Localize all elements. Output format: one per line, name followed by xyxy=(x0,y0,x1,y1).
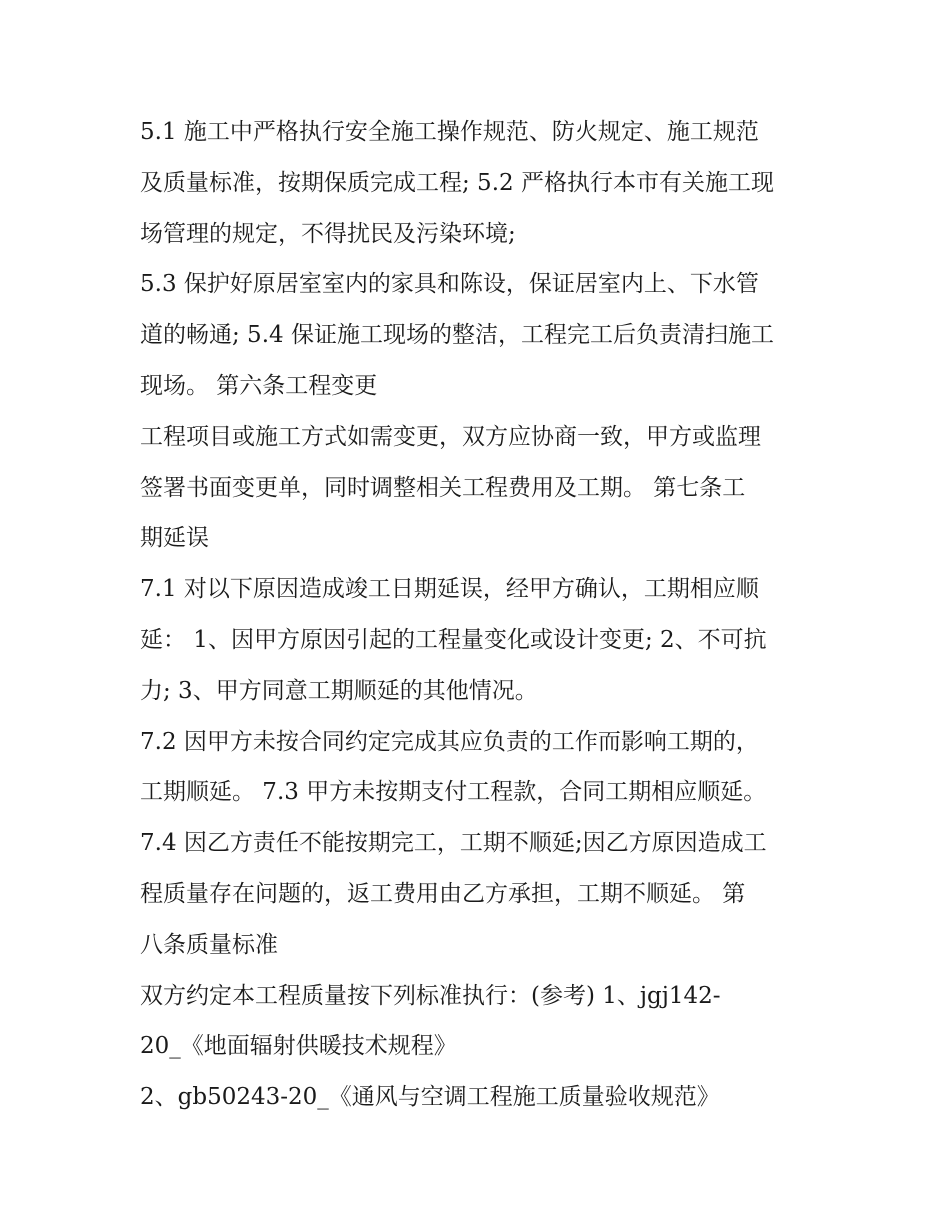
text-line: 力; 3、甲方同意工期顺延的其他情况。 xyxy=(140,677,538,704)
text-line: 工期顺延。 7.3 甲方未按期支付工程款，合同工期相应顺延。 xyxy=(140,779,767,806)
text-line: 现场。 第六条工程变更 xyxy=(140,372,378,399)
text-line: 7.1 对以下原因造成竣工日期延误，经甲方确认，工期相应顺 xyxy=(140,576,759,603)
text-line: 20_《地面辐射供暖技术规程》 xyxy=(140,1033,457,1060)
text-line: 2、gb50243-20_《通风与空调工程施工质量验收规范》 xyxy=(140,1084,720,1111)
text-line: 5.1 施工中严格执行安全施工操作规范、防火规定、施工规范 xyxy=(140,119,759,145)
text-line: 5.3 保护好原居室室内的家具和陈设，保证居室内上、下水管 xyxy=(140,271,759,298)
text-line: 延： 1、因甲方原因引起的工程量变化或设计变更; 2、不可抗 xyxy=(140,626,767,653)
document-body xyxy=(140,107,820,1123)
text-line: 7.2 因甲方未按合同约定完成其应负责的工作而影响工期的， xyxy=(140,728,759,755)
text-line: 场管理的规定，不得扰民及污染环境; xyxy=(140,220,516,247)
text-line: 工程项目或施工方式如需变更，双方应协商一致，甲方或监理 xyxy=(140,423,761,450)
text-line: 7.4 因乙方责任不能按期完工，工期不顺延;因乙方原因造成工 xyxy=(140,830,767,857)
text-line: 及质量标准，按期保质完成工程; 5.2 严格执行本市有关施工现 xyxy=(140,169,774,196)
text-line: 签署书面变更单，同时调整相关工程费用及工期。 第七条工 xyxy=(140,474,746,501)
text-line: 期延误 xyxy=(140,525,209,552)
text-line: 程质量存在问题的，返工费用由乙方承担，工期不顺延。 第 xyxy=(140,880,746,907)
text-line: 道的畅通; 5.4 保证施工现场的整洁，工程完工后负责清扫施工 xyxy=(140,322,774,349)
text-line: 双方约定本工程质量按下列标准执行：(参考) 1、jgj142- xyxy=(140,982,721,1009)
text-line: 八条质量标准 xyxy=(140,931,278,958)
